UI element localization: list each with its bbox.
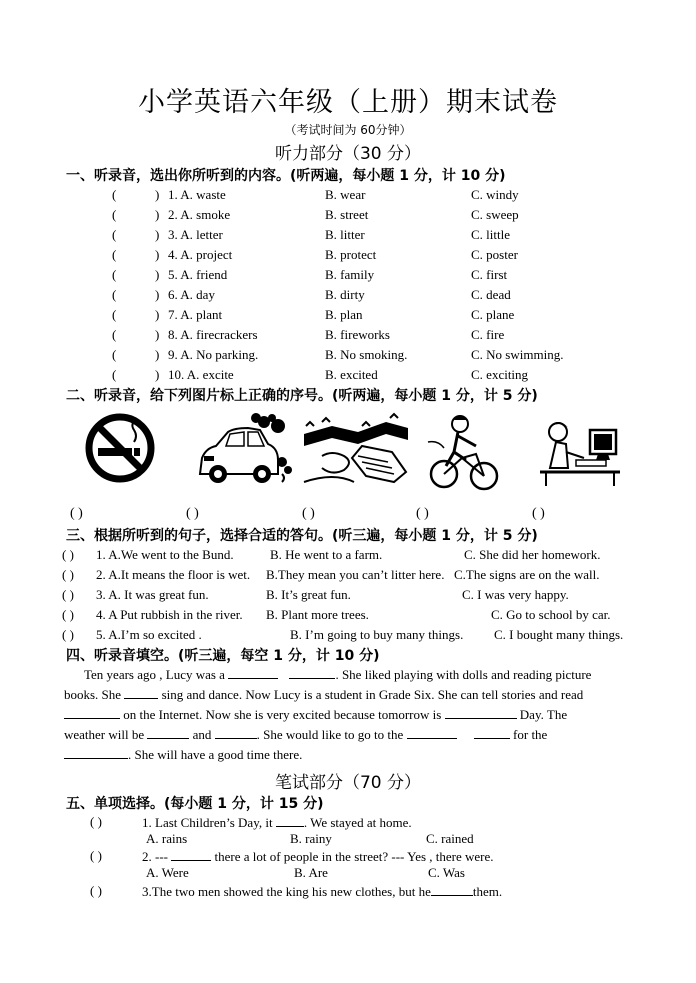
passage-text: and — [192, 727, 212, 742]
answer-paren-close[interactable]: ) — [155, 307, 160, 322]
section-1-heading: 一、听录音，选出你所听到的内容。(听两遍，每小题 1 分，计 10 分) — [66, 168, 506, 184]
option-c[interactable]: C.The signs are on the wall. — [454, 567, 600, 582]
option-c[interactable]: C. fire — [471, 327, 505, 342]
answer-paren-open[interactable]: ( — [112, 367, 117, 382]
passage-line-5 — [64, 745, 632, 765]
passage-text: sing and dance. Now Lucy is a student in Grade Six. She can tell stories and read — [161, 687, 584, 702]
answer-paren-open[interactable]: ( — [112, 247, 117, 262]
answer-paren-open[interactable]: ( — [112, 187, 117, 202]
section-5-heading: 五、单项选择。(每小题 1 分，计 15 分) — [66, 796, 324, 812]
answer-paren-close[interactable]: ) — [155, 327, 160, 342]
option-b[interactable]: B. It’s great fun. — [266, 587, 351, 602]
option-c[interactable]: C. Was — [428, 865, 465, 880]
picture-answer-4[interactable]: ( ) — [416, 506, 429, 521]
option-b[interactable]: B. Plant more trees. — [266, 607, 369, 622]
blank-5[interactable] — [445, 706, 517, 719]
option-c[interactable]: C. windy — [471, 187, 519, 202]
answer-paren[interactable]: ( ) — [90, 848, 102, 863]
blank[interactable] — [431, 883, 473, 896]
passage-line-1 — [64, 665, 632, 685]
passage-line-4 — [64, 725, 632, 745]
option-b[interactable]: B. fireworks — [325, 327, 390, 342]
written-part-title: 笔试部分（70 分） — [274, 773, 422, 793]
answer-paren[interactable]: ( ) — [62, 587, 74, 602]
option-a[interactable]: 5. A.I’m so excited . — [96, 627, 202, 642]
option-a[interactable]: 2. A.It means the floor is wet. — [96, 567, 251, 582]
option-a[interactable]: 9. A. No parking. — [168, 347, 259, 362]
passage-text: Ten years ago , Lucy was a — [84, 667, 225, 682]
section-4-heading: 四、听录音填空。(听三遍，每空 1 分，计 10 分) — [66, 648, 380, 664]
blank-8[interactable] — [407, 726, 457, 739]
passage-text: weather will be — [64, 727, 145, 742]
answer-paren-close[interactable]: ) — [155, 367, 160, 382]
blank-1[interactable] — [228, 666, 278, 679]
option-b[interactable]: B. street — [325, 207, 369, 222]
passage-text: on the Internet. Now she is very excited because tomorrow is — [123, 707, 442, 722]
answer-paren[interactable]: ( ) — [62, 627, 74, 642]
option-a[interactable]: 3. A. It was great fun. — [96, 587, 209, 602]
option-a[interactable]: 8. A. firecrackers — [168, 327, 258, 342]
boy-on-bike-icon — [424, 412, 500, 494]
option-a[interactable]: A. rains — [146, 831, 188, 846]
option-c[interactable]: C. first — [471, 267, 508, 282]
option-a[interactable]: A. Were — [146, 865, 189, 880]
answer-paren-open[interactable]: ( — [112, 227, 117, 242]
answer-paren-close[interactable]: ) — [155, 207, 160, 222]
answer-paren[interactable]: ( ) — [62, 567, 74, 582]
option-c[interactable]: C. Go to school by car. — [491, 607, 611, 622]
answer-paren-open[interactable]: ( — [112, 327, 117, 342]
passage-text: Day. The — [519, 707, 568, 722]
answer-paren[interactable]: ( ) — [62, 547, 74, 562]
section-2-heading: 二、听录音，给下列图片标上正确的序号。(听两遍，每小题 1 分，计 5 分) — [66, 388, 538, 404]
option-c[interactable]: C. rained — [426, 831, 474, 846]
option-b[interactable]: B. plan — [325, 307, 363, 322]
option-a[interactable]: 2. A. smoke — [168, 207, 231, 222]
blank-4[interactable] — [64, 706, 120, 719]
option-a[interactable]: 5. A. friend — [168, 267, 228, 282]
passage-line-2 — [64, 685, 632, 705]
answer-paren-open[interactable]: ( — [112, 207, 117, 222]
option-b[interactable]: B.They mean you can’t litter here. — [266, 567, 445, 582]
option-a[interactable]: 10. A. excite — [168, 367, 234, 382]
answer-paren-close[interactable]: ) — [155, 347, 160, 362]
blank-3[interactable] — [124, 686, 158, 699]
picture-answer-5[interactable]: ( ) — [532, 506, 545, 521]
option-c[interactable]: C. plane — [471, 307, 515, 322]
option-a[interactable]: 7. A. plant — [168, 307, 223, 322]
passage-line-3 — [64, 705, 632, 725]
option-b[interactable]: B. He went to a farm. — [270, 547, 383, 562]
option-c[interactable]: C. sweep — [471, 207, 519, 222]
option-c[interactable]: C. poster — [471, 247, 518, 262]
option-c[interactable]: C. dead — [471, 287, 511, 302]
option-b[interactable]: B. wear — [325, 187, 366, 202]
option-b[interactable]: B. family — [325, 267, 375, 282]
answer-paren-open[interactable]: ( — [112, 347, 117, 362]
answer-paren-open[interactable]: ( — [112, 267, 117, 282]
option-c[interactable]: C. I bought many things. — [494, 627, 624, 642]
option-a[interactable]: 4. A. project — [168, 247, 233, 262]
answer-paren-close[interactable]: ) — [155, 227, 160, 242]
option-c[interactable]: C. little — [471, 227, 510, 242]
option-c[interactable]: C. No swimming. — [471, 347, 564, 362]
question-stem — [142, 848, 494, 865]
passage-text: . She will have a good time there. — [128, 747, 303, 762]
option-c[interactable]: C. She did her homework. — [464, 547, 601, 562]
answer-paren[interactable]: ( ) — [90, 883, 102, 898]
stem-text: 1. Last Children’s Day, it — [142, 815, 273, 830]
passage-text: . She liked playing with dolls and reading picture — [335, 667, 592, 682]
great-wall-icon — [302, 412, 410, 490]
answer-paren-open[interactable]: ( — [112, 307, 117, 322]
answer-paren-open[interactable]: ( — [112, 287, 117, 302]
exam-duration: （考试时间为 60分钟） — [284, 123, 412, 137]
stem-text: 2. --- — [142, 849, 168, 864]
option-b[interactable]: B. rainy — [290, 831, 332, 846]
passage-text: books. She — [64, 687, 122, 702]
page-title: 小学英语六年级（上册）期末试卷 — [138, 87, 558, 118]
option-b[interactable]: B. dirty — [325, 287, 365, 302]
blank-2[interactable] — [289, 666, 335, 679]
girl-at-computer-icon — [532, 412, 624, 488]
answer-paren-close[interactable]: ) — [155, 267, 160, 282]
stem-text: them. — [472, 884, 503, 899]
blank-9[interactable] — [474, 726, 510, 739]
option-c[interactable]: C. exciting — [471, 367, 529, 382]
blank-6[interactable] — [147, 726, 189, 739]
listening-part-title: 听力部分（30 分） — [274, 144, 422, 164]
picture-answer-1[interactable]: ( ) — [70, 506, 83, 521]
option-a[interactable]: 1. A.We went to the Bund. — [96, 547, 234, 562]
question-stem — [142, 814, 412, 831]
blank[interactable] — [276, 814, 304, 827]
option-b[interactable]: B. excited — [325, 367, 378, 382]
option-b[interactable]: B. Are — [294, 865, 328, 880]
option-b[interactable]: B. I’m going to buy many things. — [290, 627, 464, 642]
answer-paren-close[interactable]: ) — [155, 287, 160, 302]
question-stem — [142, 883, 502, 900]
option-a[interactable]: 3. A. letter — [168, 227, 223, 242]
option-b[interactable]: B. litter — [325, 227, 365, 242]
answer-paren-close[interactable]: ) — [155, 187, 160, 202]
option-b[interactable]: B. protect — [325, 247, 377, 262]
stem-text: 3.The two men showed the king his new clothes, but he — [142, 884, 431, 899]
option-a[interactable]: 4. A Put rubbish in the river. — [96, 607, 243, 622]
answer-paren[interactable]: ( ) — [90, 814, 102, 829]
picture-answer-2[interactable]: ( ) — [186, 506, 199, 521]
option-a[interactable]: 1. A. waste — [168, 187, 226, 202]
smoky-car-icon — [194, 412, 292, 492]
blank[interactable] — [171, 848, 211, 861]
answer-paren[interactable]: ( ) — [62, 607, 74, 622]
section-3-heading: 三、根据所听到的句子，选择合适的答句。(听三遍，每小题 1 分，计 5 分) — [66, 528, 538, 544]
answer-paren-close[interactable]: ) — [155, 247, 160, 262]
stem-text: . We stayed at home. — [303, 815, 412, 830]
blank-10[interactable] — [64, 746, 128, 759]
option-a[interactable]: 6. A. day — [168, 287, 215, 302]
no-smoking-sign-icon — [84, 412, 156, 484]
picture-answer-3[interactable]: ( ) — [302, 506, 315, 521]
blank-7[interactable] — [215, 726, 257, 739]
stem-text: there a lot of people in the street? --- Yes , there were. — [214, 849, 494, 864]
passage-text: . She would like to go to the — [256, 727, 404, 742]
passage-text: for the — [513, 727, 548, 742]
option-c[interactable]: C. I was very happy. — [462, 587, 569, 602]
option-b[interactable]: B. No smoking. — [325, 347, 408, 362]
